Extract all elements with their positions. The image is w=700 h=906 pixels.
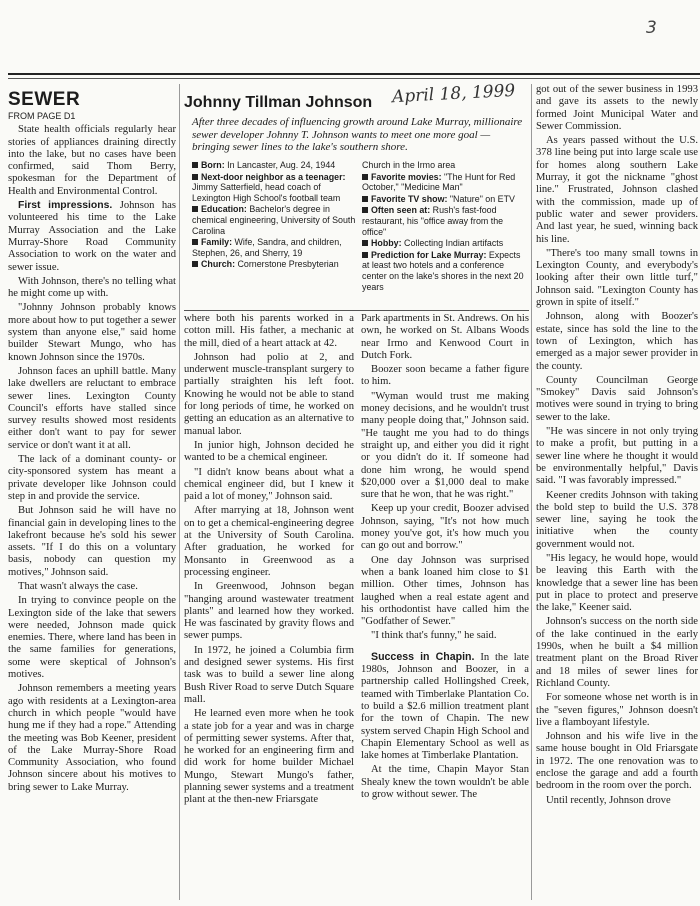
top-rule-thin: [8, 78, 700, 79]
article-column-4: [536, 84, 698, 900]
paragraph: In junior high, Johnson decided he wanted to be a chemical engineer.: [184, 439, 354, 464]
top-rule: [8, 73, 700, 75]
lead-in: First impressions.: [18, 200, 113, 212]
fact-item: Born: In Lancaster, Aug. 24, 1944: [192, 160, 358, 171]
paragraph: In trying to convince people on the Lexington side of the lake that sewers were needed, Johnson made quick enemies. There, where land has been in the same families for generations, some were skeptical of Johnson's motives.: [8, 595, 176, 681]
fact-item: Next-door neighbor as a teenager: Jimmy Satterfield, head coach of Lexington High School's football team: [192, 171, 346, 203]
paragraph: Keep up your credit, Boozer advised Johnson, saying, "It's not how much money you've got, it's how much you can go out and borrow.": [361, 503, 529, 552]
paragraph: One day Johnson was surprised when a bank loaned him close to $1 million. Other times, Johnson has laughed when a real estate agent and his orthodontist have called him the "Godfather of Sewer.": [361, 554, 529, 628]
paragraph: "There's too many small towns in Lexington County, and everybody's looking after their own little turf," Johnson said. "Lexington County has grown in spite of itself.": [536, 247, 698, 309]
paragraph: As years passed without the U.S. 378 line being put into large scale use for homes along southern Lake Murray, it got the nickname "ghost line." Frustrated, Johnson clashed with the commission, made up of public water and sewer providers. And last year, he sued, winning back his line.: [536, 135, 698, 245]
fact-item: Hobby: Collecting Indian artifacts: [362, 238, 528, 249]
paragraph: But Johnson said he will have no financial gain in developing lines to the lakefront because he's sold his sewer assets. "If I do this on a voluntary basis, nobody can question my motives," Johnson said.: [8, 505, 176, 578]
paragraph: got out of the sewer business in 1993 and gave its assets to the newly formed Joint Municipal Water and Sewer Commission.: [536, 84, 698, 132]
paragraph: In 1972, he joined a Columbia firm and designed sewer systems. His first task was to build a sewer line along Bush River Road to serve Dutch Square mall.: [184, 644, 354, 705]
paragraph: "He was sincere in not only trying to make a profit, but putting in a sewer line where he thought it would be environmentally helpful," Davis said. "I was favorably impressed.": [536, 426, 698, 487]
profile-deck: After three decades of influencing growth around Lake Murray, millionaire sewer developer Johnny T. Johnson wants to meet one more goal — bringing sewer lines to the lake's southern shore.: [192, 116, 523, 154]
fact-item: Education: Bachelor's degree in chemical engineering, University of South Carolina: [192, 204, 356, 236]
page-number: 3: [646, 18, 657, 38]
jump-line: FROM PAGE D1: [8, 111, 76, 121]
profile-box: [184, 80, 529, 311]
facts-right: [362, 160, 528, 293]
fact-item: Often seen at: Rush's fast-food restaurant, his "office away from the office": [362, 205, 504, 237]
paragraph: Success in Chapin. In the late 1980s, Johnson and Boozer, in a partnership called Hollingshed Creek, teamed with Timberlake Plantation Co. to build a $2.6 million treatment plant for the town of Chapin. The new system served Chapin High School and Chapin Elementary School as well as lake homes at Timberlake Plantation.: [361, 650, 529, 762]
handwritten-date: April 18, 1999: [391, 80, 516, 108]
paragraph: He learned even more when he took a state job for a year and was in charge of permitting sewer systems. After that, he worked for an engineering firm and did work for home builder Michael Mungo, Stewart Mungo's father, planning sewer systems and a treatment plant at the then-new Friarsgate: [184, 708, 354, 806]
paragraph: That wasn't always the case.: [18, 580, 138, 592]
paragraph: For someone whose net worth is in the "seven figures," Johnson doesn't live a flamboyant lifestyle.: [536, 692, 698, 728]
fact-item: Prediction for Lake Murray: Expects at least two hotels and a conference center on the lake's shores in the next 20 years: [362, 249, 524, 292]
column-divider: [179, 84, 180, 900]
article-column-3: [361, 313, 529, 900]
paragraph: "I didn't know beans about what a chemical engineer did, but I knew it paid a lot of money," Johnson said.: [184, 466, 354, 503]
paragraph: Boozer soon became a father figure to him.: [361, 364, 529, 388]
paragraph: In Greenwood, Johnson began "hanging around wastewater treatment plants" and learned how they worked. He was fascinated by gravity flows and sewer pumps.: [184, 581, 354, 642]
paragraph: Keener credits Johnson with taking the bold step to build the U.S. 378 sewer line, saying he took the initiative when the county government would not.: [536, 489, 698, 550]
profile-name: Johnny Tillman Johnson: [184, 94, 373, 111]
fact-item: Church: Cornerstone Presbyterian: [192, 259, 358, 270]
paragraph: "I think that's funny," he said.: [371, 630, 497, 642]
fact-item: Family: Wife, Sandra, and children, Stephen, 26, and Sherry, 19: [192, 237, 342, 258]
paragraph: First impressions. Johnson has volunteered his time to the Lake Murray Association and the Lake Murray-Shore Road Community Association to work on the water and sewer issue.: [8, 200, 176, 273]
fact-item: Favorite movies: "The Hunt for Red October," "Medicine Man": [362, 171, 516, 193]
paragraph: After marrying at 18, Johnson went on to get a chemical-engineering degree at the University of South Carolina. After graduation, he worked for Monsanto in Greenwood as a processing engineer.: [184, 505, 354, 578]
paragraph: where both his parents worked in a cotton mill. His father, a mechanic at the mill, died of a heart attack at 42.: [184, 313, 354, 349]
facts-left: [192, 160, 358, 271]
paragraph: Johnson faces an uphill battle. Many lake dwellers are reluctant to embrace sewer lines. Lexington County Council's efforts have stalled since survey results showed most residents either don't want to pay for sewer service or don't want it at all.: [8, 365, 176, 451]
paragraph: State health officials regularly hear stories of appliances draining directly into the lake, but no cases have been confirmed, said Thom Berry, spokesman for the Department of Health and Environmental Control.: [8, 124, 176, 197]
paragraph: At the time, Chapin Mayor Stan Shealy knew the town wouldn't be able to grow without sewer. The: [361, 764, 529, 800]
section-title: SEWER: [8, 89, 81, 110]
paragraph: Johnson and his wife live in the same house bought in Old Friarsgate in 1972. The one renovation was to enclose the garage and add a fourth bedroom in the room over the porch.: [536, 731, 698, 792]
paragraph: Johnson, along with Boozer's estate, since has sold the line to the town of Lexington, which has emerged as a major sewer provider in the county.: [536, 311, 698, 372]
lead-in: Success in Chapin.: [371, 650, 475, 663]
paragraph: The lack of a dominant county- or city-sponsored system has meant a private developer like Johnson could step in and provide the service.: [8, 454, 176, 502]
paragraph: Johnson remembers a meeting years ago with residents at a Lexington-area church in which people "would have hung me if they had a rope." Attending the meeting was Bob Keener, president of the Lake Murray-Shore Road Community Association, who found Johnson sincere about his motives to bring sewer to Lake Murray.: [8, 683, 176, 793]
paragraph: Johnson had polio at 2, and underwent muscle-transplant surgery to partially straighten his left foot. Knowing he would not be able to stand for long periods of time, he worked on getting an education as an alternative to manual labor.: [184, 351, 354, 437]
article-column-2: [184, 313, 354, 900]
fact-item: Favorite TV show: "Nature" on ETV: [362, 194, 528, 205]
paragraph: "Wyman would trust me making money decisions, and he wouldn't trust many people doing that," Johnson said. "He taught me you had to do things straight up, and either you did it right or you didn't do it. If someone had done him wrong, he would spend $20,000 over a $1,000 deal to make sure that he won, that he was right.": [361, 390, 529, 501]
paragraph: County Councilman George "Smokey" Davis said Johnson's motives were sound in trying to bring sewer to the lake.: [536, 374, 698, 423]
fact-continued: Church in the Irmo area: [362, 160, 456, 170]
article-column-1: [8, 84, 176, 900]
paragraph: "Johnny Johnson probably knows more about how to put together a sewer system than anyone else," said home builder Stewart Mungo, who has known Johnson since the 1970s.: [8, 302, 176, 363]
paragraph: Johnson's success on the north side of the lake continued in the early 1990s, when he built a $4 million treatment plant on the Broad River and 18 miles of sewer lines for Richland County.: [536, 616, 698, 689]
paragraph: With Johnson, there's no telling what he might come up with.: [8, 275, 176, 300]
column-divider: [531, 84, 532, 900]
paragraph: Park apartments in St. Andrews. On his own, he worked on St. Albans Woods near Irmo and Kenwood Court in Dutch Fork.: [361, 313, 529, 361]
paragraph: Until recently, Johnson drove: [546, 794, 671, 806]
paragraph: "His legacy, he would hope, would be leaving this Earth with the knowledge that a sewer line has been put in place to protect and preserve the lake," Keener said.: [536, 552, 698, 614]
